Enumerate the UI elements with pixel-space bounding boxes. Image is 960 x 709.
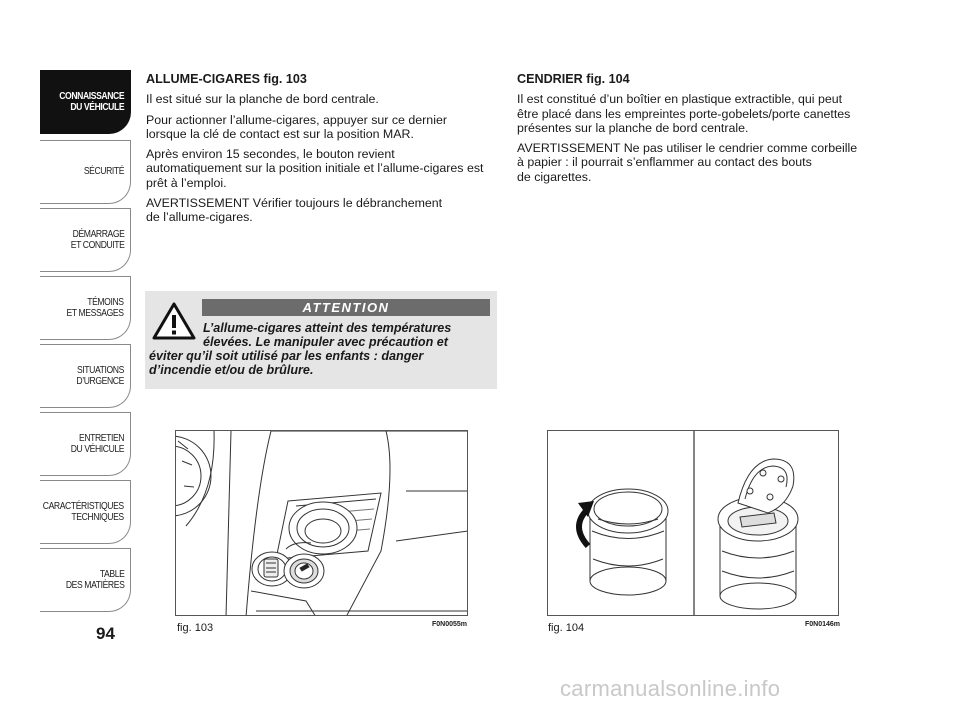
tab-label: TÉMOINS ET MESSAGES [66,295,124,319]
figure-103-code: F0N0055m [432,621,468,628]
paragraph: Pour actionner l’allume-cigares, appuyer sur ce dernier lorsque la clé de contact est sur la position MAR. [146,112,447,141]
tab-securite[interactable] [40,140,131,204]
figure-104-caption: fig. 104 [548,622,585,634]
paragraph: Il est situé sur la planche de bord centrale. [146,92,379,107]
tab-caracteristiques-techniques[interactable] [40,480,131,544]
tab-demarrage-conduite[interactable] [40,208,131,272]
page-number: 94 [96,624,115,643]
figure-104-image [547,430,839,616]
tab-situations-urgence[interactable] [40,344,131,408]
figure-103-caption: fig. 103 [177,622,214,634]
warning-line: L’allume-cigares atteint des températures [203,321,452,335]
watermark-text: carmanualsonline.info [560,676,781,701]
tab-table-matieres[interactable] [40,548,131,612]
cigar-lighter-illustration [176,431,468,616]
figure-104-code: F0N0146m [805,621,841,628]
tab-label: SÉCURITÉ [83,165,124,178]
tab-label: CONNAISSANCE DU VÉHICULE [59,89,124,113]
warning-title: ATTENTION [202,299,490,316]
tab-label: DÉMARRAGE ET CONDUITE [70,227,124,251]
warning-line: éviter qu’il soit utilisé par les enfants : danger [149,349,424,363]
warning-text [149,321,489,377]
tab-label: ENTRETIEN DU VÉHICULE [70,431,124,455]
tab-label: CARACTÉRISTIQUES TECHNIQUES [43,499,124,523]
tab-label: TABLE DES MATIÈRES [65,567,124,591]
paragraph: Après environ 15 secondes, le bouton revient automatiquement sur la position initiale et l’allume-cigares est prêt à l’emploi. [146,147,484,190]
tab-label: SITUATIONS D’URGENCE [76,363,124,387]
figure-103-image [175,430,468,616]
warning-line: d’incendie et/ou de brûlure. [149,363,314,377]
section-heading: ALLUME-CIGARES fig. 103 [146,72,307,86]
section-heading: CENDRIER fig. 104 [517,72,630,86]
tab-temoins-messages[interactable] [40,276,131,340]
ashtray-illustration [548,431,839,616]
tab-entretien-vehicule[interactable] [40,412,131,476]
warning-box [145,291,497,389]
cendrier-section [517,72,877,190]
paragraph: AVERTISSEMENT Ne pas utiliser le cendrier comme corbeille à papier : il pourrait s’enflammer au contact des bouts de cigarettes. [517,141,858,184]
paragraph: AVERTISSEMENT Vérifier toujours le débranchement de l’allume-cigares. [146,196,443,225]
warning-line: élevées. Le manipuler avec précaution et [203,335,448,349]
allume-cigares-section [146,72,496,231]
paragraph: Il est constitué d’un boîtier en plastique extractible, qui peut être placé dans les empreintes porte-gobelets/porte canettes présentes sur la planche de bord centrale. [517,92,851,135]
tab-connaissance-vehicule[interactable] [40,70,131,134]
